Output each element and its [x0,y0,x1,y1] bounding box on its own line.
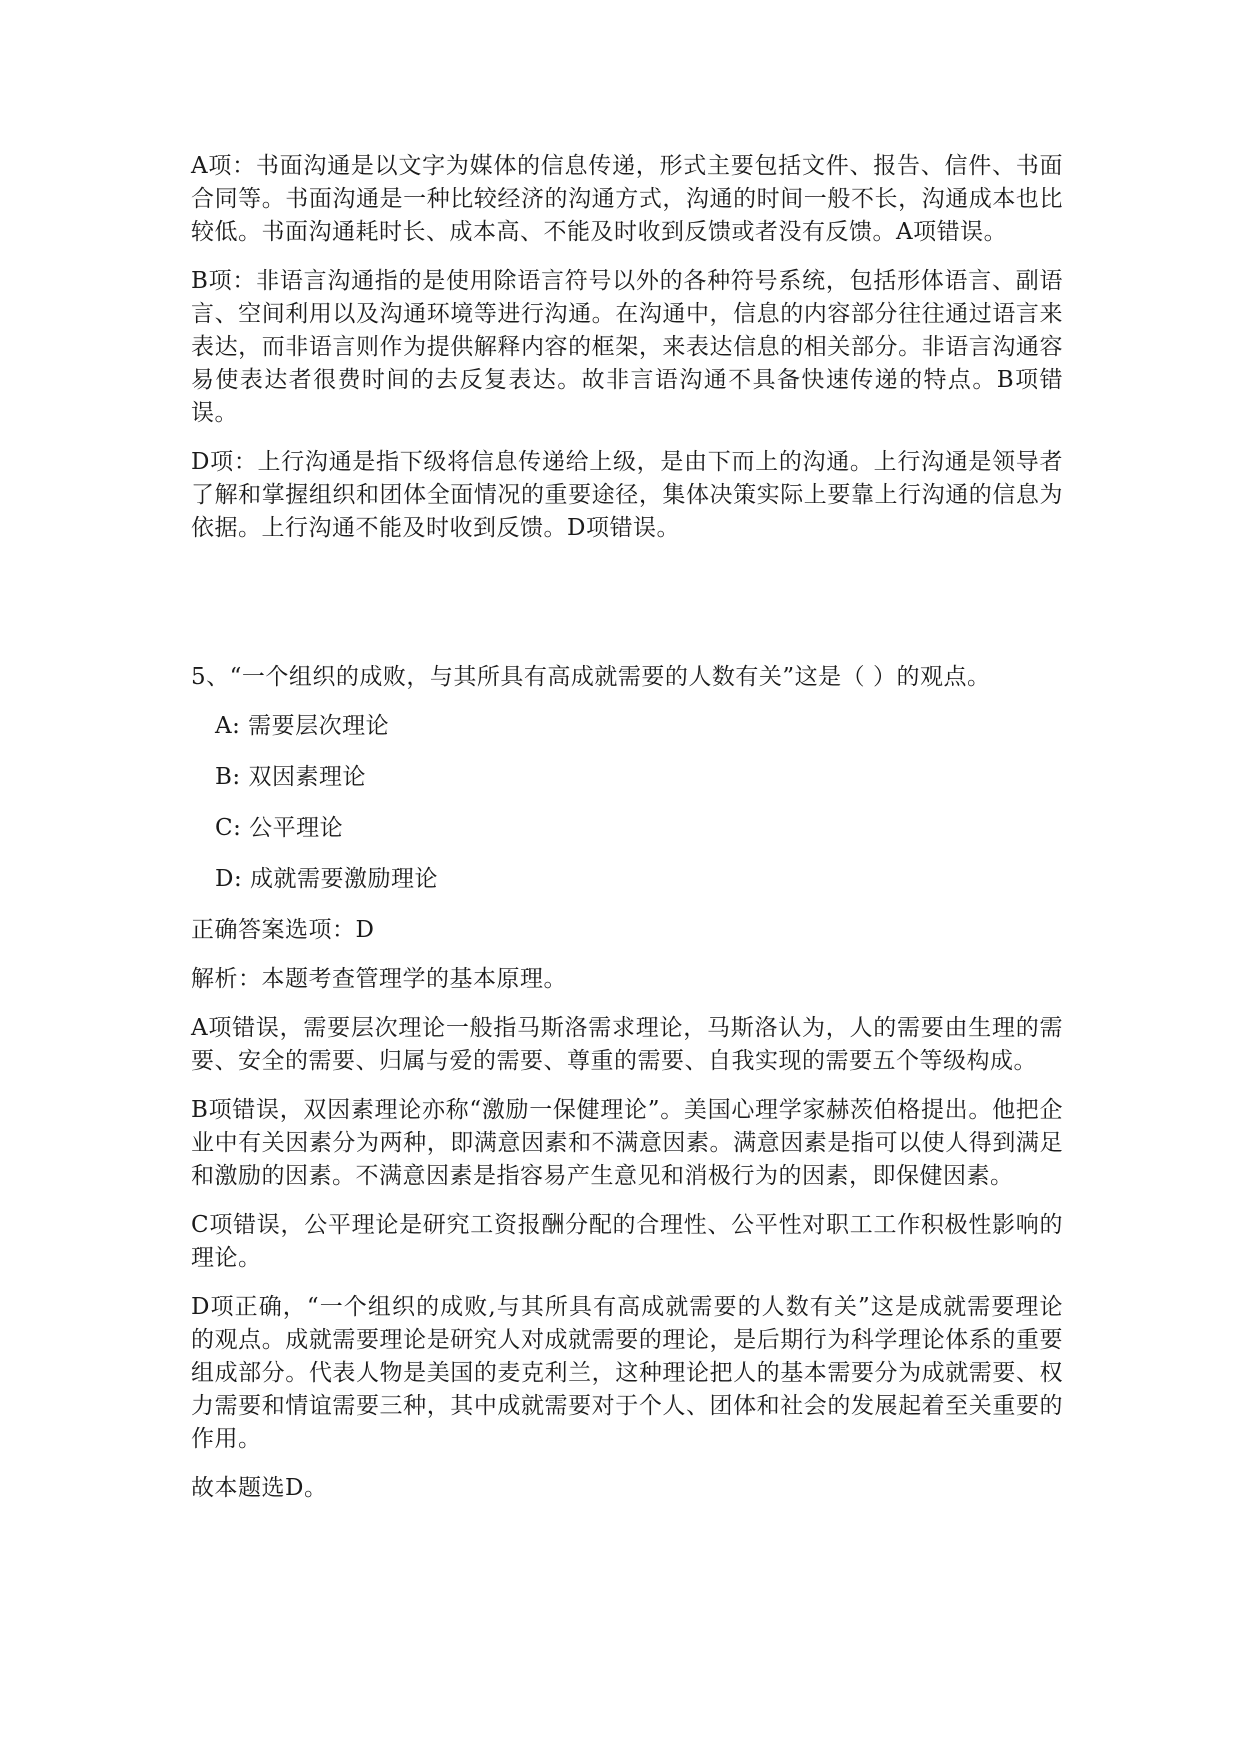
conclusion: 故本题选D。 [191,1475,328,1501]
option-c-label: C: [215,815,242,841]
analysis-paragraph-d: D项：上行沟通是指下级将信息传递给上级，是由下而上的沟通。上行沟通是领导者了解和掌握组织和团体全面情况的重要途径，集体决策实际上要靠上行沟通的信息为依据。上行沟通不能及时收到反馈。D项错误。 [191,449,1063,541]
analysis-paragraph-a: A项：书面沟通是以文字为媒体的信息传递，形式主要包括文件、报告、信件、书面合同等。书面沟通是一种比较经济的沟通方式，沟通的时间一般不长，沟通成本也比较低。书面沟通耗时长、成本高、不能及时收到反馈或者没有反馈。A项错误。 [191,153,1063,245]
question-text: 5、“一个组织的成败，与其所具有高成就需要的人数有关”这是（ ）的观点。 [191,664,991,690]
analysis-item-b: B项错误，双因素理论亦称“激励一保健理论”。美国心理学家赫茨伯格提出。他把企业中有关因素分为两种，即满意因素和不满意因素。满意因素是指可以使人得到满足和激励的因素。不满意因素是指容易产生意见和消极行为的因素，即保健因素。 [191,1097,1063,1189]
option-c [215,812,1063,845]
analysis-intro: 解析：本题考查管理学的基本原理。 [191,966,567,992]
analysis-item-a: A项错误，需要层次理论一般指马斯洛需求理论，马斯洛认为，人的需要由生理的需要、安全的需要、归属与爱的需要、尊重的需要、自我实现的需要五个等级构成。 [191,1015,1063,1074]
analysis-paragraph-b: B项：非语言沟通指的是使用除语言符号以外的各种符号系统，包括形体语言、副语言、空间利用以及沟通环境等进行沟通。在沟通中，信息的内容部分往往通过语言来表达，而非语言则作为提供解释内容的框架，来表达信息的相关部分。非语言沟通容易使表达者很费时间的去反复表达。故非言语沟通不具备快速传递的特点。B项错误。 [191,268,1063,426]
section-spacer [191,561,1063,661]
correct-answer: 正确答案选项：D [191,917,375,943]
option-d-label: D: [215,866,243,892]
option-d [215,863,1063,896]
analysis-item-c: C项错误，公平理论是研究工资报酬分配的合理性、公平性对职工工作积极性影响的理论。 [191,1212,1063,1271]
option-a-label: A: [215,713,241,739]
option-b-label: B: [215,764,241,790]
option-a [215,710,1063,743]
option-b-text: 双因素理论 [248,764,366,790]
option-c-text: 公平理论 [249,815,344,841]
option-d-text: 成就需要激励理论 [250,866,439,892]
analysis-item-d: D项正确，“一个组织的成败,与其所具有高成就需要的人数有关”这是成就需要理论的观点。成就需要理论是研究人对成就需要的理论，是后期行为科学理论体系的重要组成部分。代表人物是美国的麦克利兰，这种理论把人的基本需要分为成就需要、权力需要和情谊需要三种，其中成就需要对于个人、团体和社会的发展起着至关重要的作用。 [191,1294,1063,1452]
document-page [191,150,1063,1521]
option-b [215,761,1063,794]
option-a-text: 需要层次理论 [248,713,390,739]
